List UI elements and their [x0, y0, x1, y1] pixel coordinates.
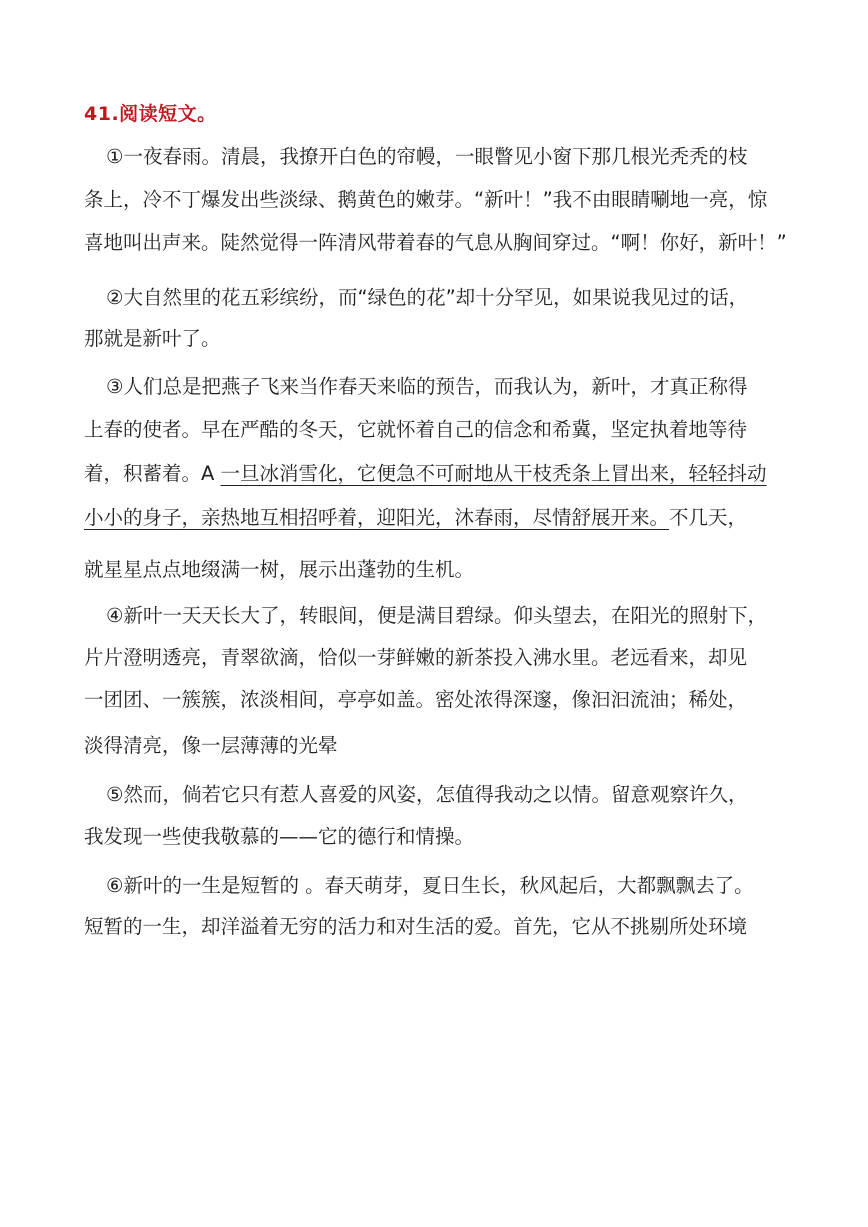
underlined-sentence-a-part-2: 小小的身子，亲热地互相招呼着，迎阳光，沐春雨，尽情舒展开来。 [84, 506, 670, 529]
paragraph-6-line-1: ⑥新叶的一生是短暂的 。春天萌芽，夏日生长，秋风起后，大都飘飘去了。 [106, 874, 754, 897]
paragraph-3-line-4-tail: 不几天， [669, 506, 748, 529]
paragraph-3-line-2: 上春的使者。早在严酷的冬天，它就怀着自己的信念和希冀，坚定执着地等待 [84, 418, 748, 441]
paragraph-2-line-1: ②大自然里的花五彩缤纷，而“绿色的花”却十分罕见，如果说我见过的话， [106, 286, 749, 309]
paragraph-4-line-1: ④新叶一天天长大了，转眼间，便是满目碧绿。仰头望去，在阳光的照射下， [106, 604, 767, 627]
paragraph-3-line-4 [84, 503, 747, 533]
paragraph-2-line-2: 那就是新叶了。 [84, 327, 221, 350]
paragraph-4-line-2: 片片澄明透亮，青翠欲滴，恰似一芽鲜嫩的新茶投入沸水里。老远看来，却见 [84, 646, 748, 669]
underlined-sentence-a-part-1: 一旦冰消雪化，它便急不可耐地从干枝秃条上冒出来，轻轻抖动 [220, 462, 767, 485]
paragraph-5-line-1: ⑤然而，倘若它只有惹人喜爱的风姿，怎值得我动之以情。留意观察许久， [106, 783, 748, 806]
paragraph-3-line-1: ③人们总是把燕子飞来当作春天来临的预告，而我认为，新叶，才真正称得 [106, 375, 748, 398]
paragraph-4-line-4: 淡得清亮，像一层薄薄的光晕 [84, 734, 338, 757]
paragraph-6-line-2: 短暂的一生，却洋溢着无穷的活力和对生活的爱。首先，它从不挑剔所处环境 [84, 915, 748, 938]
question-heading: 41.阅读短文。 [84, 103, 217, 125]
paragraph-1-line-1: ①一夜春雨。清晨，我撩开白色的帘幔，一眼瞥见小窗下那几根光秃秃的枝 [106, 145, 748, 168]
paragraph-1-line-3: 喜地叫出声来。陡然觉得一阵清风带着春的气息从胸间穿过。“啊！你好，新叶！” [84, 231, 787, 254]
passage-marker-a: 着，积蓄着。A [84, 462, 221, 485]
paragraph-5-line-2: 我发现一些使我敬慕的——它的德行和情操。 [84, 825, 475, 848]
paragraph-4-line-3: 一团团、一簇簇，浓淡相间，亭亭如盖。密处浓得深邃，像汩汩流油；稀处， [84, 688, 748, 711]
paragraph-3-line-3 [84, 459, 767, 489]
paragraph-3-line-5: 就星星点点地缀满一树，展示出蓬勃的生机。 [84, 558, 475, 581]
paragraph-1-line-2: 条上，冷不丁爆发出些淡绿、鹅黄色的嫩芽。“新叶！”我不由眼睛唰地一亮，惊 [84, 188, 768, 211]
